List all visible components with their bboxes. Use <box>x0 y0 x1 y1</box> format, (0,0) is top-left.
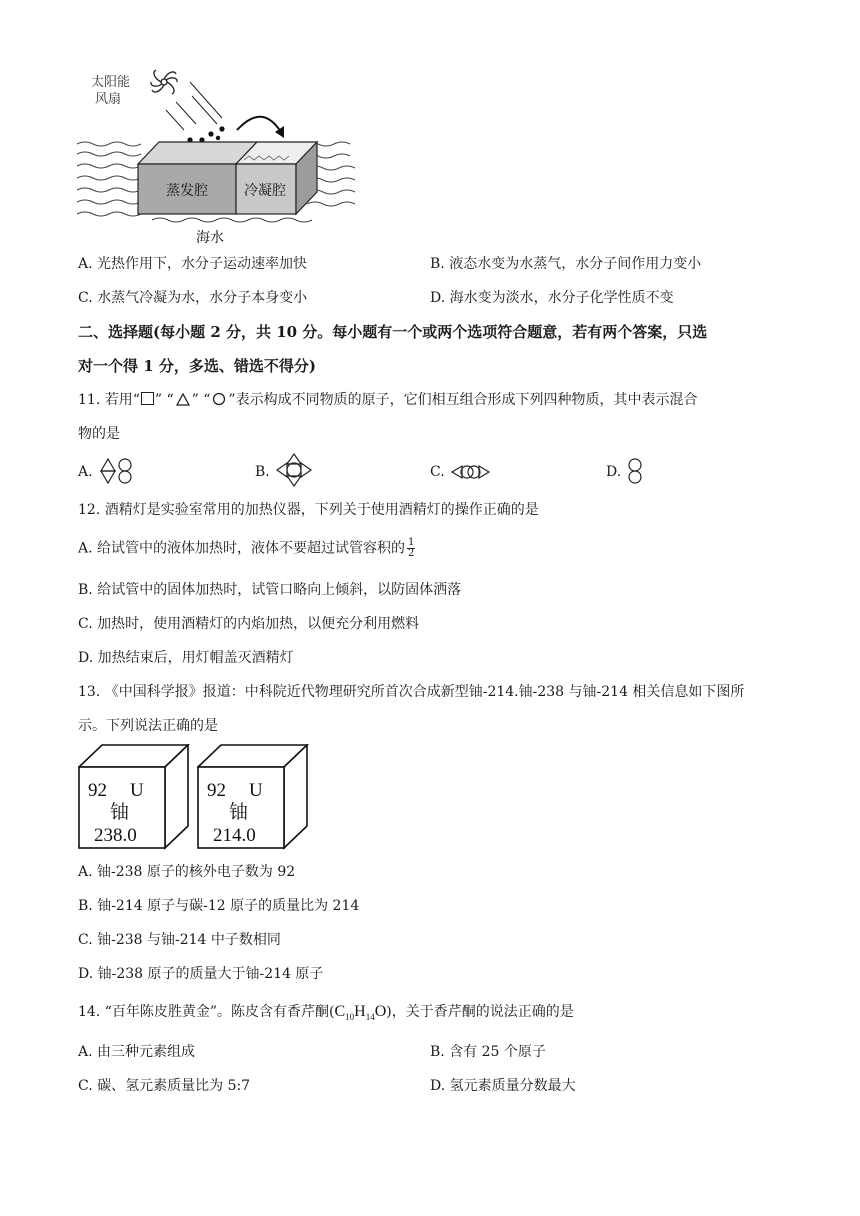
desalination-figure <box>72 60 362 248</box>
q10-option-b: B. 液态水变为水蒸气，水分子间作用力变小 <box>430 256 702 272</box>
fan-icon <box>151 70 177 94</box>
q12-option-d: D. 加热结束后，用灯帽盖灭酒精灯 <box>78 650 294 666</box>
flow-arrow <box>237 117 281 132</box>
q11-stem <box>78 390 698 410</box>
fan-label-line2: 风扇 <box>95 92 122 107</box>
section2-heading-line1: 二、选择题(每小题 2 分，共 10 分。每小题有一个或两个选项符合题意，若有两个答案，只选 <box>78 323 708 341</box>
condensation-chamber <box>236 142 317 214</box>
q11-option-b-label: B. <box>255 464 270 480</box>
q11-option-b <box>255 462 270 482</box>
q13-stem-line2: 示。下列说法正确的是 <box>78 718 218 734</box>
molecule-a-icon <box>98 456 138 486</box>
uranium-238-symbol: U <box>130 780 144 801</box>
q13-option-a: A. 铀-238 原子的核外电子数为 92 <box>78 864 296 880</box>
cond-label: 冷凝腔 <box>244 183 286 199</box>
circle-atom-icon <box>212 392 226 406</box>
q10-option-c: C. 水蒸气冷凝为水，水分子本身变小 <box>78 290 308 306</box>
q10-option-a: A. 光热作用下，水分子运动速率加快 <box>78 256 308 272</box>
q14-stem-part1: 14. “百年陈皮胜黄金”。陈皮含有香芹酮( <box>78 1004 335 1020</box>
uranium-238-mass: 238.0 <box>94 825 137 846</box>
q14-stem-part2: )，关于香芹酮的说法正确的是 <box>386 1004 574 1020</box>
uranium-238-name: 铀 <box>110 802 130 823</box>
q11-option-d <box>606 462 621 482</box>
evap-label: 蒸发腔 <box>166 183 208 199</box>
q11-option-c <box>430 462 445 482</box>
q11-stem-part2: ” “ <box>154 392 174 408</box>
q14-option-b: B. 含有 25 个原子 <box>430 1044 546 1060</box>
q12-option-a <box>78 538 415 559</box>
q11-stem-part1: 11. 若用“ <box>78 392 140 408</box>
uranium-214-symbol: U <box>249 780 263 801</box>
q12-option-c: C. 加热时，使用酒精灯的内焰加热，以便充分利用燃料 <box>78 616 420 632</box>
q13-stem-line1: 13. 《中国科学报》报道：中科院近代物理研究所首次合成新型铀-214.铀-238 与铀-214 相关信息如下图所 <box>78 684 745 700</box>
formula-c-sub: 10 <box>345 1012 355 1023</box>
uranium-214-number: 92 <box>207 780 226 801</box>
uranium-238-number: 92 <box>88 780 107 801</box>
molecule-c-icon <box>450 460 492 484</box>
uranium-238-card <box>78 744 190 850</box>
fraction-numerator: 1 <box>408 537 415 548</box>
q14-option-a: A. 由三种元素组成 <box>78 1044 196 1060</box>
q11-option-d-label: D. <box>606 464 622 480</box>
q10-option-d: D. 海水变为淡水，水分子化学性质不变 <box>430 290 674 306</box>
q14-stem <box>78 1002 574 1027</box>
section2-heading-line2: 对一个得 1 分，多选、错选不得分) <box>78 357 316 375</box>
q11-option-a-label: A. <box>78 464 93 480</box>
q11-option-a <box>78 462 93 482</box>
molecule-d-icon <box>625 456 645 486</box>
uranium-214-name: 铀 <box>229 802 249 823</box>
q12-option-b: B. 给试管中的固体加热时，试管口略向上倾斜，以防固体洒落 <box>78 582 462 598</box>
sea-label: 海水 <box>196 230 224 246</box>
vapor-dots <box>187 126 224 142</box>
q13-option-b: B. 铀-214 原子与碳-12 原子的质量比为 214 <box>78 898 360 914</box>
uranium-214-mass: 214.0 <box>213 825 256 846</box>
formula-h: H <box>354 1003 366 1020</box>
fraction-denominator: 2 <box>408 548 415 559</box>
fraction-one-half <box>407 538 415 559</box>
q14-option-c: C. 碳、氢元素质量比为 5:7 <box>78 1078 251 1094</box>
square-atom-icon <box>141 392 154 405</box>
q11-option-c-label: C. <box>430 464 445 480</box>
triangle-atom-icon <box>176 393 190 406</box>
formula-h-sub: 14 <box>365 1012 375 1023</box>
formula-o: O <box>374 1003 387 1020</box>
formula-c: C <box>334 1003 346 1020</box>
q11-stem-line2: 物的是 <box>78 426 120 442</box>
q13-option-d: D. 铀-238 原子的质量大于铀-214 原子 <box>78 966 324 982</box>
q14-option-d: D. 氢元素质量分数最大 <box>430 1078 576 1094</box>
carvone-formula <box>334 1003 387 1023</box>
q13-option-c: C. 铀-238 与铀-214 中子数相同 <box>78 932 281 948</box>
q12-option-a-text: A. 给试管中的液体加热时，液体不要超过试管容积的 <box>78 540 406 557</box>
fan-label-line1: 太阳能 <box>91 75 131 90</box>
q11-stem-part4: ”表示构成不同物质的原子，它们相互组合形成下列四种物质，其中表示混合 <box>228 392 698 408</box>
molecule-b-icon <box>273 452 315 488</box>
uranium-214-card <box>197 744 309 850</box>
q12-stem: 12. 酒精灯是实验室常用的加热仪器，下列关于使用酒精灯的操作正确的是 <box>78 502 539 518</box>
q11-stem-part3: ” “ <box>191 392 211 408</box>
